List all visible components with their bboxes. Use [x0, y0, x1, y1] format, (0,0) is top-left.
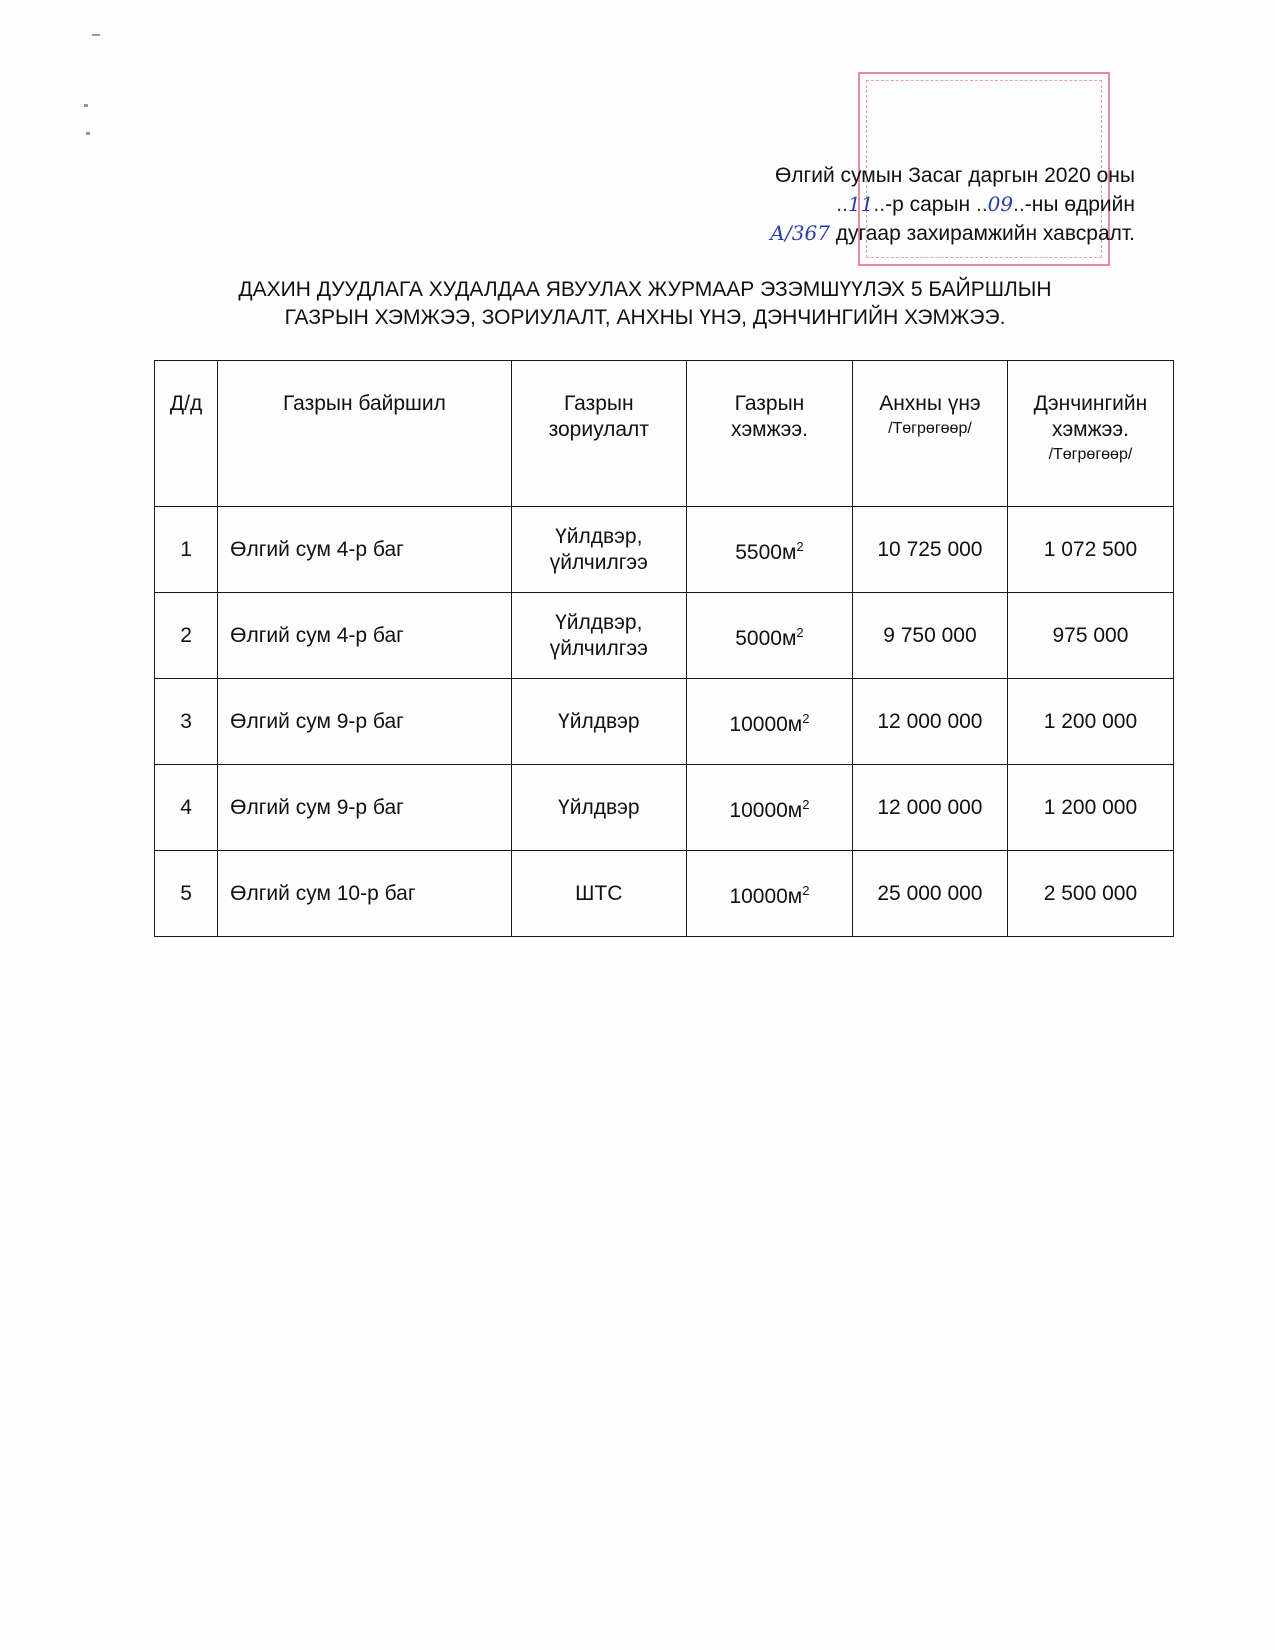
scan-artifact — [84, 104, 88, 107]
header-size: Газрын хэмжээ. — [686, 361, 852, 507]
cell-purpose: Үйлдвэр, үйлчилгээ — [511, 593, 686, 679]
cell-no: 3 — [155, 679, 218, 765]
table-row — [155, 765, 1174, 851]
cell-initial-price: 12 000 000 — [853, 765, 1008, 851]
cell-deposit: 1 072 500 — [1007, 507, 1173, 593]
table-row — [155, 593, 1174, 679]
cell-deposit: 975 000 — [1007, 593, 1173, 679]
cell-location: Өлгий сум 9-р баг — [218, 679, 511, 765]
cell-location: Өлгий сум 9-р баг — [218, 765, 511, 851]
header-location: Газрын байршил — [218, 361, 511, 507]
cell-size: $5000м^2$ — [686, 593, 852, 679]
cell-initial-price: 12 000 000 — [853, 679, 1008, 765]
cell-size: $10000м^2$ — [686, 679, 852, 765]
header-deposit: Дэнчингийн хэмжээ. /Төгрөгөөр/ — [1007, 361, 1173, 507]
cell-deposit: 1 200 000 — [1007, 679, 1173, 765]
cell-location: Өлгий сум 4-р баг — [218, 593, 511, 679]
cell-initial-price: 9 750 000 — [853, 593, 1008, 679]
cell-initial-price: 10 725 000 — [853, 507, 1008, 593]
cell-purpose: Үйлдвэр, үйлчилгээ — [511, 507, 686, 593]
header-initial-price: Анхны үнэ /Төгрөгөөр/ — [853, 361, 1008, 507]
document-title — [150, 276, 1140, 332]
table-row — [155, 851, 1174, 937]
table-row — [155, 507, 1174, 593]
cell-location: Өлгий сум 4-р баг — [218, 507, 511, 593]
header-no: Д/д — [155, 361, 218, 507]
attachment-note-line-2: ..11..-р сарын ..09..-ны өдрийн — [836, 192, 1135, 216]
document-title-line-1: ДАХИН ДУУДЛАГА ХУДАЛДАА ЯВУУЛАХ ЖУРМААР ЭЗЭМШҮҮЛЭХ 5 БАЙРШЛЫН — [238, 278, 1052, 301]
cell-initial-price: 25 000 000 — [853, 851, 1008, 937]
handwritten-month: 11 — [847, 192, 874, 216]
cell-purpose: Үйлдвэр — [511, 679, 686, 765]
scan-artifact — [86, 132, 90, 135]
cell-size: $10000м^2$ — [686, 851, 852, 937]
attachment-note-line-3: А/367 дугаар захирамжийн хавсралт. — [769, 221, 1135, 245]
table-header-row — [155, 361, 1174, 507]
land-auction-table — [154, 360, 1174, 937]
cell-no: 2 — [155, 593, 218, 679]
document-title-line-2: ГАЗРЫН ХЭМЖЭЭ, ЗОРИУЛАЛТ, АНХНЫ ҮНЭ, ДЭНЧИНГИЙН ХЭМЖЭЭ. — [284, 306, 1006, 329]
cell-deposit: 2 500 000 — [1007, 851, 1173, 937]
cell-purpose: ШТС — [511, 851, 686, 937]
attachment-note — [615, 162, 1135, 248]
cell-no: 4 — [155, 765, 218, 851]
cell-no: 5 — [155, 851, 218, 937]
cell-size: $10000м^2$ — [686, 765, 852, 851]
scan-artifact — [92, 34, 100, 36]
table-row — [155, 679, 1174, 765]
handwritten-day: 09 — [987, 192, 1014, 216]
cell-purpose: Үйлдвэр — [511, 765, 686, 851]
cell-deposit: 1 200 000 — [1007, 765, 1173, 851]
cell-no: 1 — [155, 507, 218, 593]
header-purpose: Газрын зориулалт — [511, 361, 686, 507]
handwritten-order-number: А/367 — [769, 221, 830, 245]
cell-location: Өлгий сум 10-р баг — [218, 851, 511, 937]
cell-size: $5500м^2$ — [686, 507, 852, 593]
attachment-note-line-1: Өлгий сумын Засаг даргын 2020 оны — [774, 164, 1135, 187]
